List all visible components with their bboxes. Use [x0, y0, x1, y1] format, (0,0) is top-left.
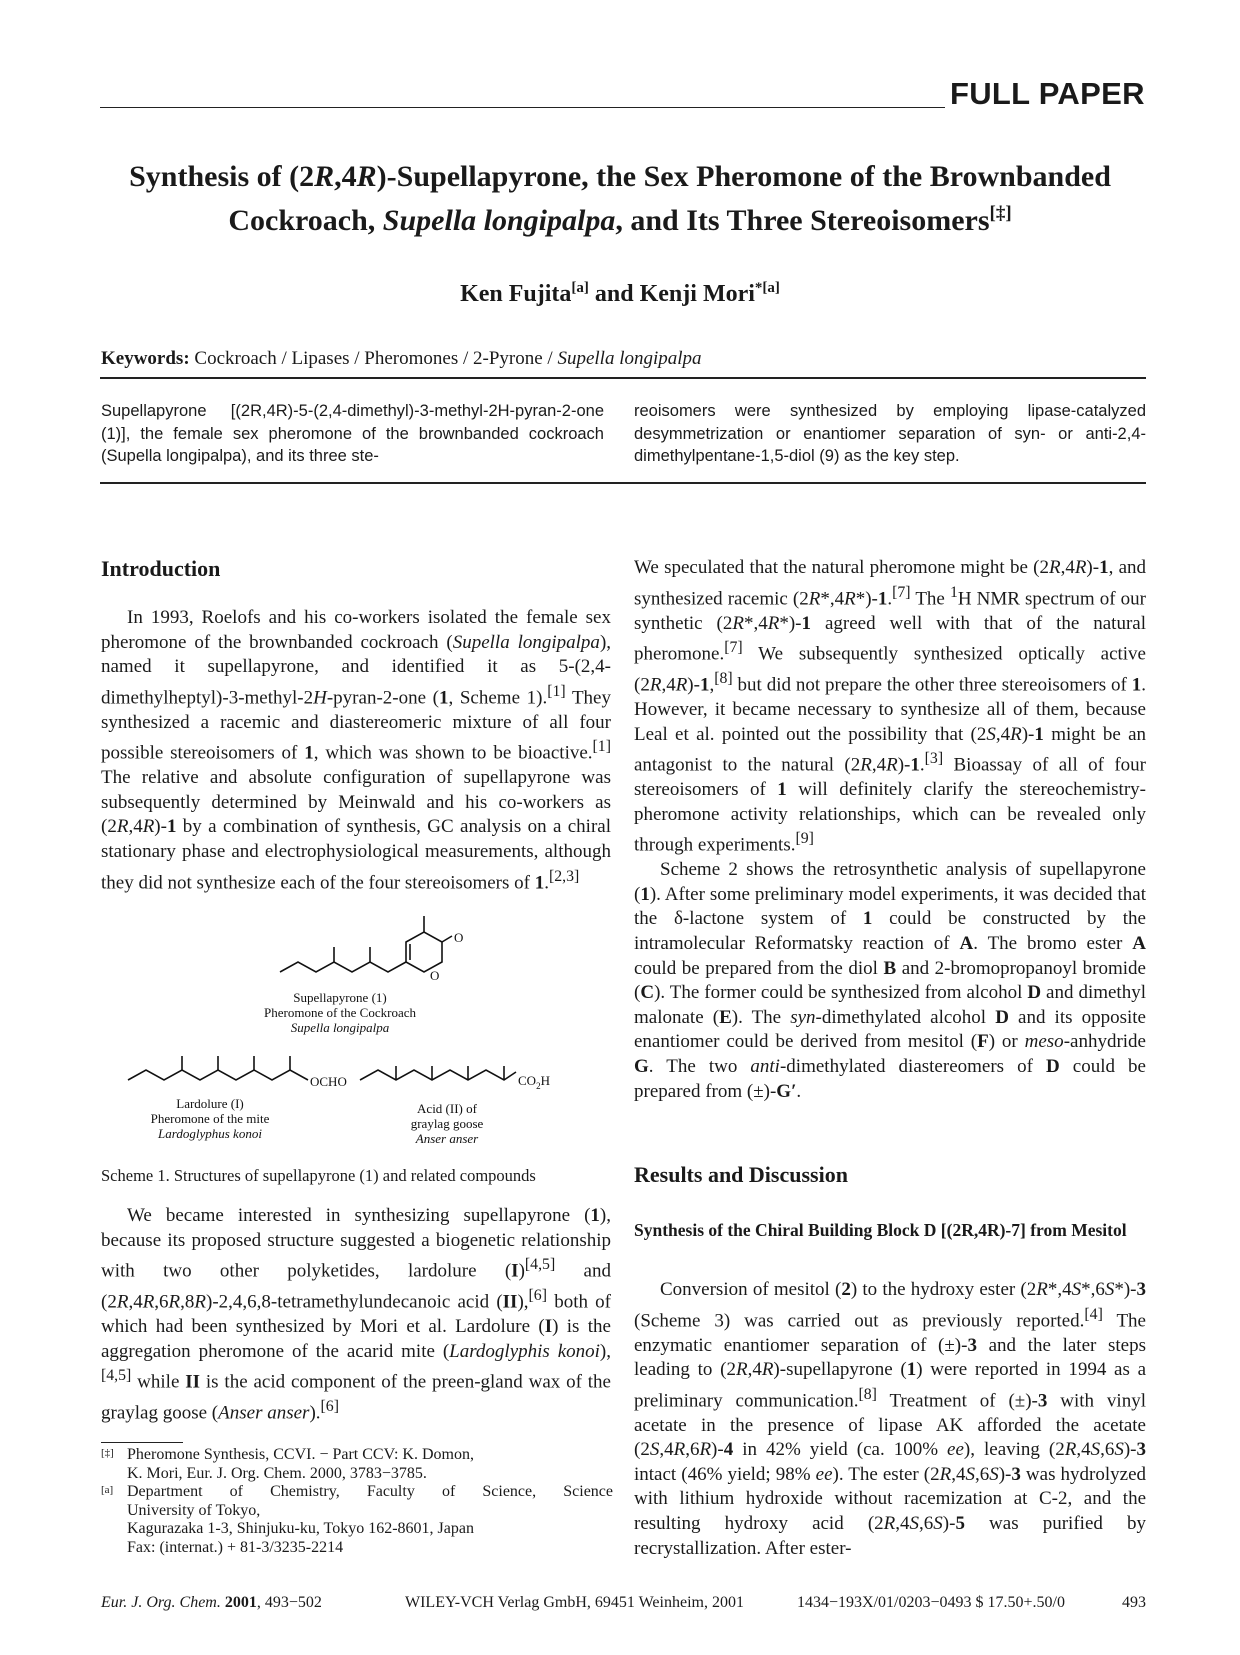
abstract-bottom-rule: [100, 482, 1146, 484]
abstract-left: Supellapyrone [(2R,4R)-5-(2,4-dimethyl)-3-methyl-2H-pyran-2-one (1)], the female sex pheromone of the brownbanded cockroach (Supella longipalpa), and its three ste-: [101, 402, 604, 465]
intro-paragraph-2: We became interested in synthesizing supellapyrone (1), because its proposed structure suggested a biogenetic relationship with two other polyketides, lardolure (I)[4,5] and (2R,4R,6R,8R)-2,4,6,8-tetramethylundecanoic acid (II),[6] both of which had been synthesized by Mori et al. Lardolure (I) is the aggregation pheromone of the acarid mite (Lardoglyphis konoi),[4,5] while II is the acid component of the preen-gland wax of the graylag goose (Anser anser).[6]: [101, 1205, 611, 1424]
acid-chain: [360, 1070, 516, 1080]
subsection-heading: Synthesis of the Chiral Building Block D [(2R,4R)-7] from Mesitol: [634, 1220, 1127, 1240]
header-rule: [100, 107, 945, 108]
co2h-label: $CO_2H$: [518, 1073, 550, 1091]
footer-issn: 1434−193X/01/0203−0493 $ 17.50+.50/0: [797, 1594, 1065, 1611]
abstract-right: reoisomers were synthesized by employing lipase-catalyzed desymmetrization or enantiomer separation of syn- or anti-2,4-dimethylpentane-1,5-diol (9) as the key step.: [634, 402, 1146, 465]
lardolure-chain: [128, 1070, 308, 1080]
footer-publisher: WILEY-VCH Verlag GmbH, 69451 Weinheim, 2001: [405, 1594, 744, 1611]
pyrone-ring: [406, 932, 442, 972]
footnote-affiliation: [a] Department of Chemistry, Faculty of Science, Science University of Tokyo, Kagurazaka 1-3, Shinjuku-ku, Tokyo 162-8601, Japan Fax: (internat.) + 81-3/3235-2214: [101, 1483, 613, 1556]
footnotes: [101, 1446, 613, 1558]
acid-species: Anser anser: [415, 1131, 479, 1146]
page-number: 493: [1122, 1594, 1146, 1611]
ocho-label: OCHO: [310, 1074, 347, 1089]
abstract-top-rule: [100, 377, 1146, 379]
author-list: Ken Fujita[a] and Kenji Mori$^{*[a]}$: [460, 280, 780, 307]
lardolure-species: Lardoglyphus konoi: [158, 1126, 262, 1141]
results-heading: Results and Discussion: [634, 1162, 848, 1187]
supellapyrone-desc: Pheromone of the Cockroach: [264, 1005, 416, 1020]
scheme-1-caption: Scheme 1. Structures of supellapyrone (1) and related compounds: [101, 1166, 536, 1185]
supellapyrone-species: Supella longipalpa: [290, 1020, 390, 1035]
footer-citation: Eur. J. Org. Chem. 2001, 493−502: [101, 1594, 322, 1611]
acid-name: Acid (II) of: [417, 1101, 477, 1116]
footnote-rule: [101, 1442, 183, 1443]
section-label: FULL PAPER: [950, 76, 1145, 111]
supellapyrone-chain: [280, 962, 406, 972]
keywords: Keywords: Cockroach / Lipases / Pheromones / 2-Pyrone / Supella longipalpa: [101, 348, 702, 369]
results-paragraph-1: Conversion of mesitol (2) to the hydroxy ester (2R*,4S*,6S*)-3 (Scheme 3) was carried out as previously reported.[4] The enzymatic enantiomer separation of (±)-3 and the later steps leading to (2R,4R)-supellapyrone (1) were reported in 1994 as a preliminary communication.[8] Treatment of (±)-3 with vinyl acetate in the presence of lipase AK afforded the acetate (2S,4R,6R)-4 in 42% yield (ca. 100% ee), leaving (2R,4S,6S)-3 intact (46% yield; 98% ee). The ester (2R,4S,6S)-3 was hydrolyzed with lithium hydroxide without racemization at C-2, and the resulting hydroxy acid (2R,4S,6S)-5 was purified by recrystallization. After ester-: [634, 1279, 1147, 1559]
scheme-1-structures: [100, 910, 620, 1160]
intro-paragraph-3: We speculated that the natural pheromone might be (2R,4R)-1, and synthesized racemic (2R*,4R*)-1.[7] The $^1$H NMR spectrum of our synthetic (2R*,4R*)-1 agreed well with that of the natural pheromone.[7] We subsequently synthesized optically active (2R,4R)-1,[8] but did not prepare the other three stereoisomers of 1. However, it became necessary to synthesize all of them, because Leal et al. pointed out the possibility that (2S,4R)-1 might be an antagonist to the natural (2R,4R)-1.[3] Bioassay of all of four stereoisomers of 1 will definitely clarify the stereochemistry-pheromone activity relationships, which can be revealed only through experiments.[9] Scheme 2 shows the retrosynthetic analysis of supellapyrone (1). After some preliminary model experiments, it was decided that the δ-lactone system of 1 could be constructed by the intramolecular Reformatsky reaction of A. The bromo ester A could be prepared from the diol B and 2-bromopropanoyl bromide (C). The former could be synthesized from alcohol D and dimethyl malonate (E). The syn-dimethylated alcohol D and its opposite enantiomer could be derived from mesitol (F) or meso-anhydride G. The two anti-dimethylated diastereomers of D could be prepared from (±)-G′.: [634, 557, 1147, 1102]
pyrone-ring-o: O: [430, 968, 440, 983]
supellapyrone-name: Supellapyrone (1): [293, 990, 387, 1005]
footnote-series: [‡] Pheromone Synthesis, CCVI. − Part CCV: K. Domon, K. Mori, Eur. J. Org. Chem. 2000, 3783−3785.: [101, 1446, 474, 1482]
lardolure-name: Lardolure (I): [176, 1096, 244, 1111]
intro-paragraph-1: In 1993, Roelofs and his co-workers isolated the female sex pheromone of the brownbanded cockroach (Supella longipalpa), named it supellapyrone, and identified it as 5-(2,4-dimethylheptyl)-3-methyl-2H-pyran-2-one (1, Scheme 1).[1] They synthesized a racemic and diastereomeric mixture of all four possible stereoisomers of 1, which was shown to be bioactive.[1] The relative and absolute configuration of supellapyrone was subsequently determined by Meinwald and his co-workers as (2R,4R)-1 by a combination of synthesis, GC analysis on a chiral stationary phase and electrophysiological measurements, although they did not synthesize each of the four stereoisomers of 1.[2,3]: [101, 607, 612, 893]
introduction-heading: Introduction: [101, 556, 221, 581]
lardolure-desc: Pheromone of the mite: [150, 1111, 270, 1126]
pyrone-carbonyl-o: O: [454, 930, 464, 945]
acid-desc: graylag goose: [410, 1116, 484, 1131]
article-title: Synthesis of (2R,4R)-Supellapyrone, the Sex Pheromone of the Brownbanded Cockroach, Supella longipalpa, and Its Three Stereoisomers[‡]: [129, 160, 1111, 237]
